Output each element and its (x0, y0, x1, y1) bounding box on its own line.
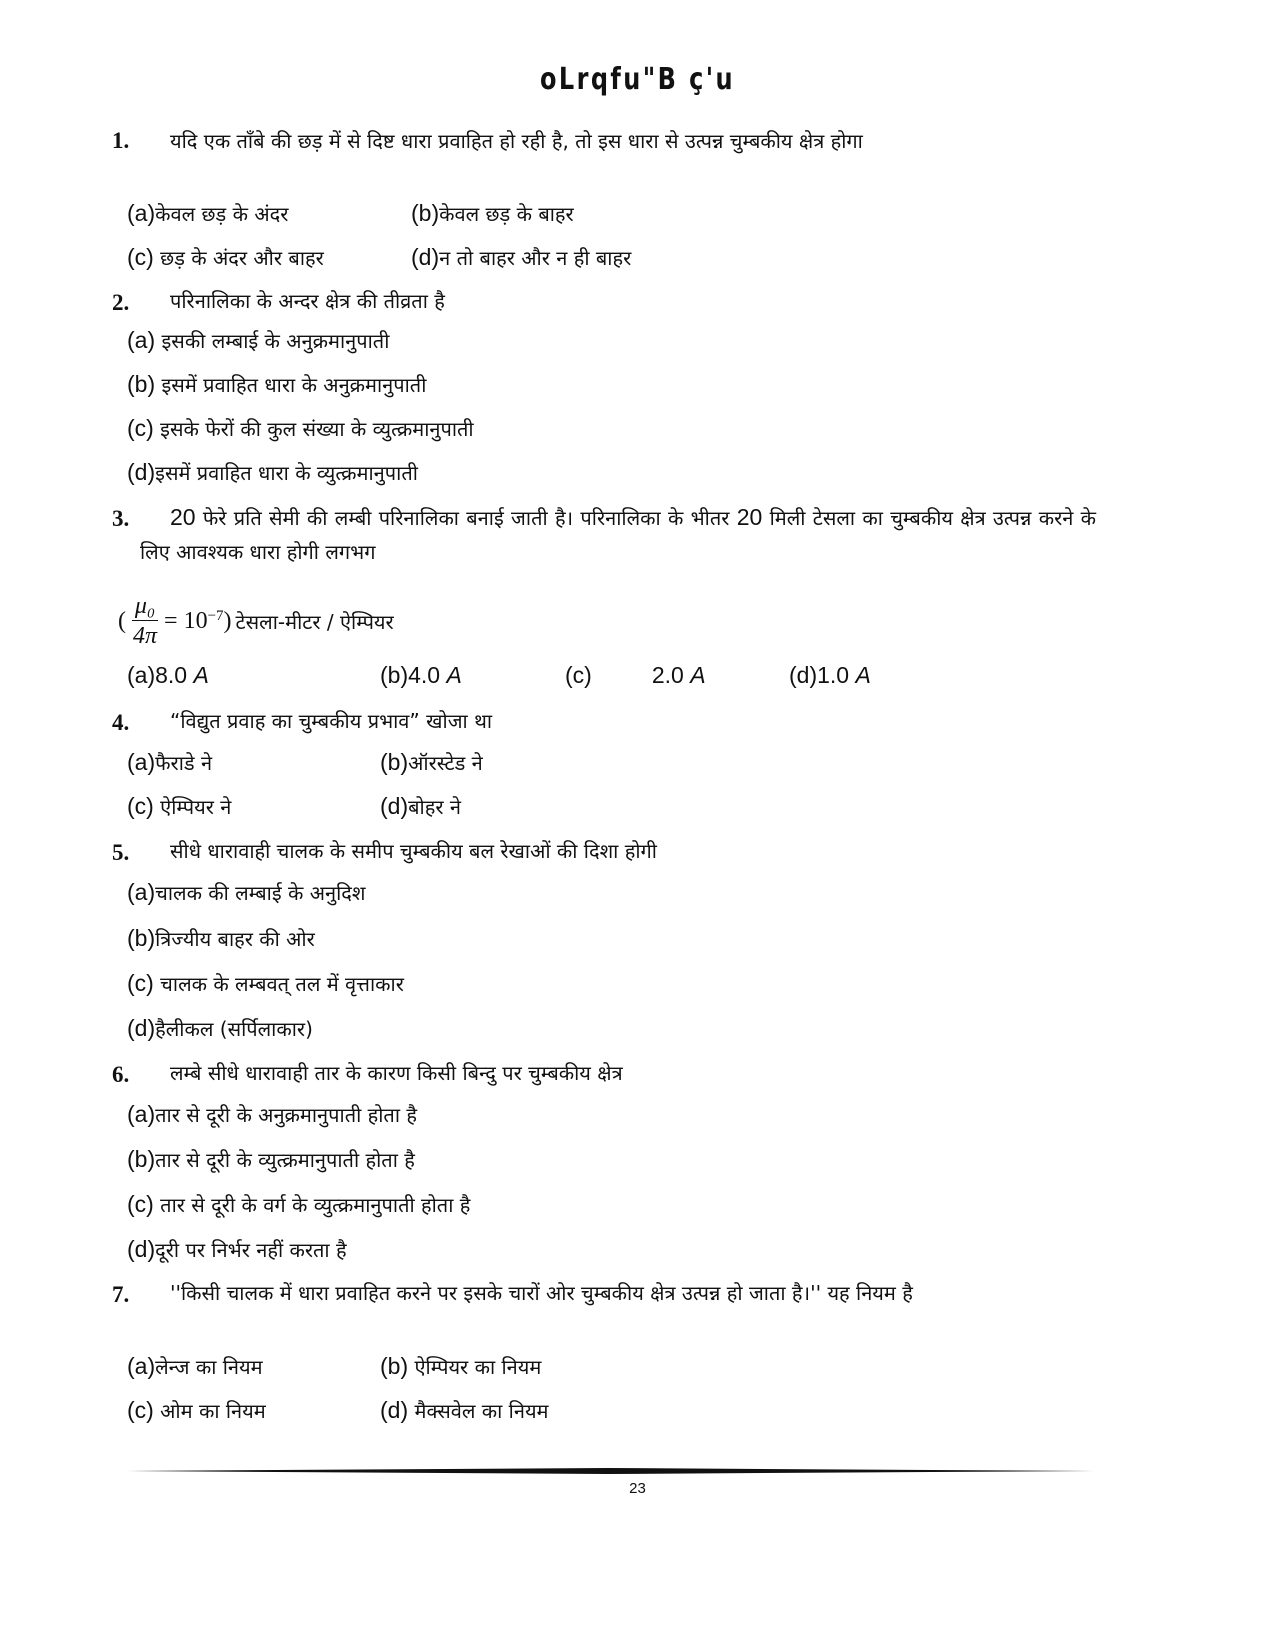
question-text: “विद्युत प्रवाह का चुम्बकीय प्रभाव” खोजा था (170, 709, 493, 733)
formula-exponent: −7 (207, 607, 224, 624)
option-c: (c) 2.0 A (565, 662, 706, 688)
option-c: (c) चालक के लम्बवत् तल में वृत्ताकार (127, 970, 404, 996)
formula (118, 590, 394, 652)
option-c: (c) ओम का नियम (127, 1397, 266, 1423)
option-a: (a)फैराडे ने (127, 749, 213, 775)
formula-numerator: μ₀ (132, 592, 158, 621)
option-d: (d)इसमें प्रवाहित धारा के व्युत्क्रमानुपाती (127, 459, 418, 485)
question-text: सीधे धारावाही चालक के समीप चुम्बकीय बल रेखाओं की दिशा होगी (170, 839, 657, 863)
option-d: (d)न तो बाहर और न ही बाहर (411, 244, 632, 270)
option-d: (d)बोहर ने (380, 793, 461, 819)
option-a: (a)8.0 A (127, 662, 209, 688)
option-d: (d)हैलीकल (सर्पिलाकार) (127, 1015, 313, 1041)
question-number: 3. (112, 506, 130, 531)
question-number: 5. (112, 840, 130, 865)
formula-close-paren: ) (223, 607, 232, 634)
option-a: (a)लेन्ज का नियम (127, 1353, 263, 1379)
formula-unit: टेसला-मीटर / ऐम्पियर (235, 609, 394, 634)
option-c: (c) तार से दूरी के वर्ग के व्युत्क्रमानुपाती होता है (127, 1191, 471, 1217)
option-b: (b)4.0 A (380, 662, 462, 688)
formula-equals: = 10 (164, 607, 208, 634)
option-b: (b)तार से दूरी के व्युत्क्रमानुपाती होता है (127, 1146, 415, 1172)
question-number: 2. (112, 290, 130, 315)
option-b: (b)त्रिज्यीय बाहर की ओर (127, 925, 315, 951)
option-b: (b)केवल छड़ के बाहर (411, 200, 574, 226)
formula-open-paren: ( (118, 607, 126, 634)
question-text: ''किसी चालक में धारा प्रवाहित करने पर इसके चारों ओर चुम्बकीय क्षेत्र उत्पन्न हो जाता है।'' यह नियम है (170, 1281, 913, 1305)
option-a: (a)चालक की लम्बाई के अनुदिश (127, 879, 366, 905)
option-c: (c) छड़ के अंदर और बाहर (127, 244, 324, 270)
option-b: (b) ऐम्पियर का नियम (380, 1353, 542, 1379)
question-text: लम्बे सीधे धारावाही तार के कारण किसी बिन्दु पर चुम्बकीय क्षेत्र (170, 1061, 623, 1085)
option-d: (d)दूरी पर निर्भर नहीं करता है (127, 1236, 347, 1262)
option-a: (a)तार से दूरी के अनुक्रमानुपाती होता है (127, 1101, 417, 1127)
option-a: (a)केवल छड़ के अंदर (127, 200, 289, 226)
option-c: (c) ऐम्पियर ने (127, 793, 232, 819)
option-d: (d)1.0 A (789, 662, 871, 688)
question-number: 1. (112, 128, 130, 153)
footer-rule (120, 1468, 1094, 1474)
formula-denominator: 4π (133, 622, 158, 649)
option-b: (b) इसमें प्रवाहित धारा के अनुक्रमानुपाती (127, 371, 427, 397)
formula-fraction (130, 592, 160, 651)
option-b: (b)ऑरस्टेड ने (380, 749, 483, 775)
question-number: 6. (112, 1062, 130, 1087)
option-a: (a) इसकी लम्बाई के अनुक्रमानुपाती (127, 327, 390, 353)
option-c: (c) इसके फेरों की कुल संख्या के व्युत्क्रमानुपाती (127, 415, 474, 441)
page-title: oLrqfu"B ç'u (540, 62, 735, 97)
option-d: (d) मैक्सवेल का नियम (380, 1397, 549, 1423)
question-text: 20 फेरे प्रति सेमी की लम्बी परिनालिका बनाई जाती है। परिनालिका के भीतर 20 मिली टेसला का चुम्बकीय क्षेत्र उत्पन्न करने के लिए आवश्यक धारा होगी लगभग (140, 504, 1096, 564)
question-text: यदि एक ताँबे की छड़ में से दिष्ट धारा प्रवाहित हो रही है, तो इस धारा से उत्पन्न चुम्बकीय क्षेत्र होगा (170, 129, 863, 153)
question-text: परिनालिका के अन्दर क्षेत्र की तीव्रता है (170, 289, 445, 313)
question-number: 7. (112, 1282, 130, 1307)
page-number: 23 (629, 1480, 646, 1497)
question-number: 4. (112, 710, 130, 735)
